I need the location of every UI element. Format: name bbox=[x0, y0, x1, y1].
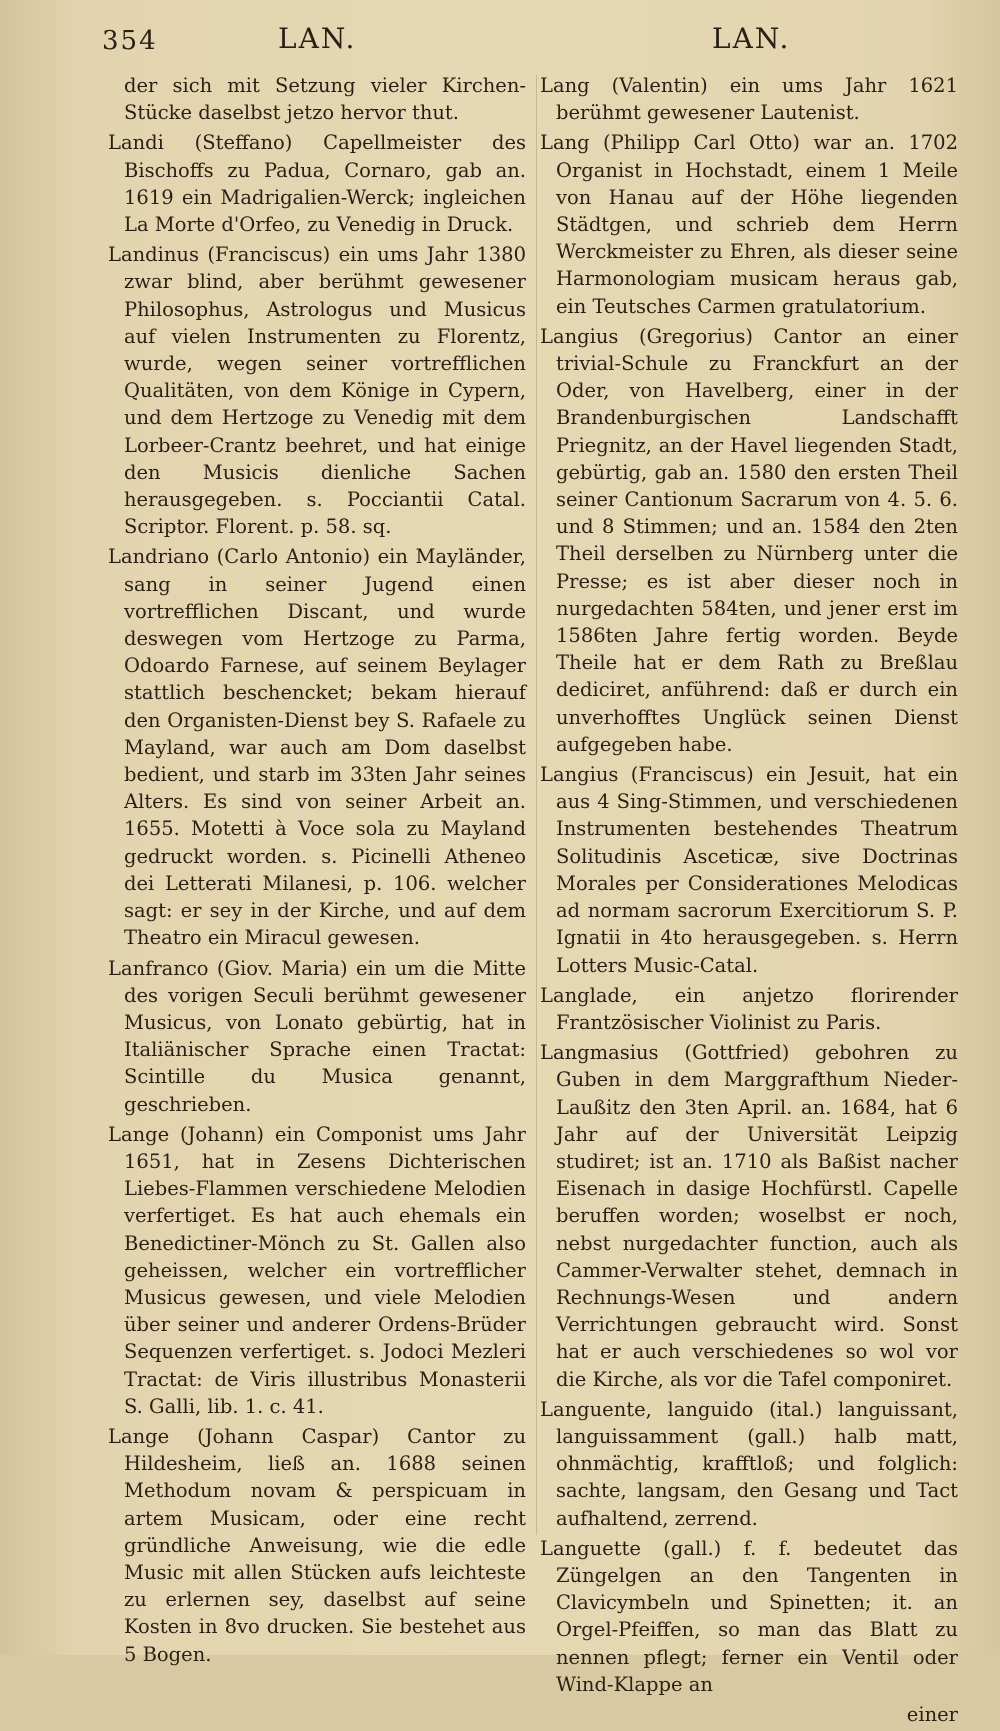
entry-landi: Landi (Steffano) Capellmeister des Bischoffs zu Padua, Cornaro, gab an. 1619 ein Madrigalien-Werck; ingleichen La Morte d'Orfeo, zu Venedig in Druck. bbox=[108, 131, 526, 237]
entry-langius-gregorius: Langius (Gregorius) Cantor an einer trivial-Schule zu Franckfurt an der Oder, von Havelberg, einer in der Brandenburgischen Landschafft Priegnitz, an der Havel liegenden Stadt, gebürtig, gab an. 1580 den ersten Theil seiner Cantionum Sacrarum von 4. 5. 6. und 8 Stimmen; und an. 1584 den 2ten Theil derselben zu Nürnberg unter die Presse; es ist aber dieser noch in nurgedachten 584ten, und jener erst im 1586ten Jahre fertig worden. Beyde Theile hat er dem Rath zu Breßlau dediciret, anführend: daß er durch ein unverhofftes Unglück seinen Dienst aufgegeben habe. bbox=[540, 324, 958, 756]
entry-lange-johann-caspar: Lange (Johann Caspar) Cantor zu Hildesheim, ließ an. 1688 seinen Methodum novam & perspicuam in artem Musicam, oder eine recht gründliche Anweisung, wie die edle Music mit allen Stücken aufs leichteste zu erlernen sey, daselbst auf seine Kosten in 8vo drucken. Sie bestehet aus 5 Bogen. bbox=[108, 1424, 526, 1666]
entry-lanfranco: Lanfranco (Giov. Maria) ein um die Mitte des vorigen Seculi berühmt gewesener Musicus, von Lonato gebürtig, hat in Italiänischer Sprache einen Tractat: Scintille du Musica genannt, geschrieben. bbox=[108, 956, 526, 1116]
entry-langmasius: Langmasius (Gottfried) gebohren zu Guben in dem Marggrafthum Nieder-Laußitz den 3ten April. an. 1684, hat 6 Jahr auf der Universität Leipzig studiret; ist an. 1710 als Baßist nacher Eisenach in dasige Hochfürstl. Capelle beruffen worden; woselbst er noch, nebst nurgedachter function, auch als Cammer-Verwalter stehet, demnach in Rechnungs-Wesen und andern Verrichtungen gebraucht wird. Sonst hat er auch verschiedenes so wol vor die Kirche, als vor die Tafel componiret. bbox=[540, 1041, 958, 1391]
entry-continuation: der sich mit Setzung vieler Kirchen-Stücke daselbst jetzo hervor thut. bbox=[124, 74, 526, 125]
right-column bbox=[540, 72, 958, 1731]
entry-landriano: Landriano (Carlo Antonio) ein Mayländer, sang in seiner Jugend einen vortrefflichen Discant, und wurde deswegen vom Hertzoge zu Parma, Odoardo Farnese, auf seinem Beylager stattlich beschencket; bekam hierauf den Organisten-Dienst bey S. Rafaele zu Mayland, war auch am Dom daselbst bedient, und starb im 33ten Jahr seines Alters. Es sind von seiner Arbeit an. 1655. Motetti à Voce sola zu Mayland gedruckt worden. s. Picinelli Atheneo dei Letterati Milanesi, p. 106. welcher sagt: er sey in der Kirche, und auf dem Theatro ein Miracul gewesen. bbox=[108, 545, 526, 950]
entry-lang-philipp: Lang (Philipp Carl Otto) war an. 1702 Organist in Hochstadt, einem 1 Meile von Hanau auf der Höhe liegenden Städtgen, und schrieb dem Herrn Werckmeister zu Ehren, als dieser seine Harmonologiam musicam heraus gab, ein Teutsches Carmen gratulatorium. bbox=[540, 131, 958, 318]
page-number: 354 bbox=[102, 26, 158, 56]
entry-languette: Languette (gall.) f. f. bedeutet das Züngelgen an den Tangenten in Clavicymbeln und Spinetten; it. an Orgel-Pfeiffen, so man das Blatt zu nennen pflegt; ferner ein Ventil oder Wind-Klappe an bbox=[540, 1536, 958, 1696]
entry-lang-valentin: Lang (Valentin) ein ums Jahr 1621 berühmt gewesener Lautenist. bbox=[540, 74, 958, 125]
column-gutter bbox=[536, 75, 537, 1535]
entry-langlade: Langlade, ein anjetzo florirender Frantzösischer Violinist zu Paris. bbox=[540, 983, 958, 1034]
entry-lange-johann: Lange (Johann) ein Componist ums Jahr 1651, hat in Zesens Dichterischen Liebes-Flammen verschiedene Melodien verfertiget. Es hat auch ehemals ein Benedictiner-Mönch zu St. Gallen also geheissen, welcher ein vortrefflicher Musicus gewesen, und viele Melodien über seiner und anderer Ordens-Brüder Sequenzen verfertiget. s. Jodoci Mezleri Tractat: de Viris illustribus Monasterii S. Galli, lib. 1. c. 41. bbox=[108, 1122, 526, 1418]
entry-languente: Languente, languido (ital.) languissant, languissamment (gall.) halb matt, ohnmächtig, krafftloß; und folglich: sachte, langsam, den Gesang und Tact aufhaltend, zerrend. bbox=[540, 1397, 958, 1530]
catchword: einer bbox=[906, 1702, 958, 1726]
running-head-left: LAN. bbox=[278, 22, 357, 55]
running-head-right: LAN. bbox=[712, 22, 791, 55]
left-column bbox=[108, 72, 526, 1671]
entry-langius-franciscus: Langius (Franciscus) ein Jesuit, hat ein aus 4 Sing-Stimmen, und verschiedenen Instrumenten bestehendes Theatrum Solitudinis Asceticæ, sive Doctrinas Morales per Considerationes Melodicas ad normam sacrorum Exercitiorum S. P. Ignatii in 4to herausgegeben. s. Herrn Lotters Music-Catal. bbox=[540, 763, 958, 977]
entry-landinus: Landinus (Franciscus) ein ums Jahr 1380 zwar blind, aber berühmt gewesener Philosophus, Astrologus und Musicus auf vielen Instrumenten zu Florentz, wurde, wegen seiner vortrefflichen Qualitäten, von dem Könige in Cypern, und dem Hertzoge zu Venedig mit dem Lorbeer-Crantz beehret, und hat einige den Musicis dienliche Sachen herausgegeben. s. Pocciantii Catal. Scriptor. Florent. p. 58. sq. bbox=[108, 243, 526, 539]
